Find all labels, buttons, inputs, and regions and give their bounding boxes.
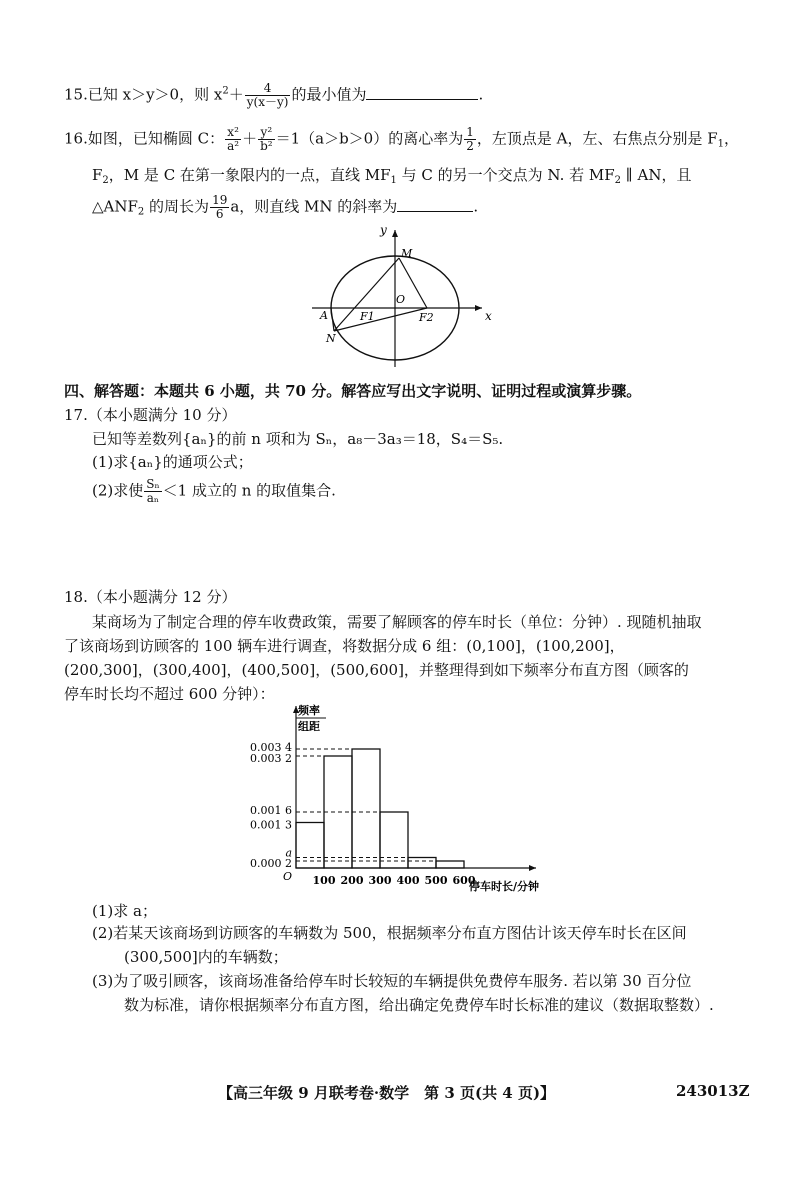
q15-end: . <box>478 85 484 104</box>
q16-line2-c: 与 C 的另一个交点为 N. 若 MF <box>396 166 615 184</box>
q16-line3-c: a，则直线 MN 的斜率为 <box>230 197 398 216</box>
q16-line2-b: ，M 是 C 在第一象限内的一点，直线 MF <box>108 166 391 184</box>
q16-sub2c: 2 <box>137 206 145 218</box>
q16-sub2b: 2 <box>614 175 622 186</box>
line-nf2 <box>334 308 427 331</box>
q16-line1-d: ， <box>724 129 740 148</box>
q17-part2 <box>92 478 336 505</box>
x-tick-label: 200 <box>340 874 364 887</box>
y-tick-label: 0.001 3 <box>250 818 292 832</box>
q17-part1: (1)求{aₙ}的通项公式； <box>92 453 253 471</box>
histogram-bar <box>380 812 408 868</box>
q18-stem-line1: 某商场为了制定合理的停车收费政策，需要了解顾客的停车时长（单位：分钟）. 现随机抽取 <box>92 613 702 631</box>
q15-sup: 2 <box>222 85 229 97</box>
point-n-label: N <box>326 332 336 345</box>
q16-p-num: 19 <box>212 193 228 207</box>
frequency-histogram <box>236 700 576 896</box>
q16-fx-num: x² <box>227 125 239 139</box>
line-an <box>331 308 334 331</box>
q16-line2-a: F <box>92 166 103 184</box>
q15-fraction <box>245 82 291 109</box>
x-axis-arrow-icon <box>475 305 482 311</box>
q17-stem: 已知等差数列{aₙ}的前 n 项和为 Sₙ，a₈－3a₃＝18，S₄＝S₅. <box>92 430 504 448</box>
q15-frac-den: y(x－y) <box>246 95 289 109</box>
q16-sub1b: 1 <box>390 175 397 186</box>
x-tick-label: 500 <box>424 874 448 887</box>
y-label-numerator: 频率 <box>298 704 320 717</box>
q17-frac-num: Sₙ <box>146 477 160 491</box>
question-16-line1 <box>64 126 739 153</box>
y-tick-label: 0.001 6 <box>250 804 292 817</box>
x-axis-label: x <box>485 309 492 323</box>
q16-number: 16. <box>64 129 88 148</box>
q16-line1-c: ，左顶点是 A，左、右焦点分别是 F <box>476 129 718 148</box>
q18-stem-line2: 了该商场到访顾客的 100 辆车进行调查，将数据分成 6 组：(0,100]，(100,200]， <box>64 637 625 655</box>
y-tick-label: 0.003 2 <box>250 752 292 765</box>
q18-part2-line1: (2)若某天该商场到访顾客的车辆数为 500，根据频率分布直方图估计该天停车时长在区间 <box>92 924 687 942</box>
q15-number: 15. <box>64 85 88 104</box>
q16-fy-den: b² <box>260 139 273 153</box>
q15-text-a: 已知 x＞y＞0，则 x <box>87 85 223 104</box>
q17-frac <box>144 478 161 505</box>
point-f2-label: F2 <box>419 311 434 324</box>
x-axis-title: 停车时长/分钟 <box>469 880 540 893</box>
q15-plus: ＋ <box>228 85 244 104</box>
question-15 <box>64 82 483 109</box>
q16-frac-y <box>258 126 275 153</box>
y-label-denominator: 组距 <box>298 720 320 733</box>
x-tick-label: 300 <box>368 874 392 887</box>
q17-part2-b: ＜1 成立的 n 的取值集合. <box>162 481 336 500</box>
origin-label: O <box>396 293 406 306</box>
point-m-label: M <box>401 247 413 260</box>
q15-text-b: 的最小值为 <box>291 85 367 104</box>
point-a-label: A <box>320 309 328 322</box>
q16-frac-p <box>210 194 229 221</box>
section-title: 四、解答题：本题共 6 小题，共 70 分。解答应写出文字说明、证明过程或演算步骤。 <box>64 382 642 400</box>
q16-e-den: 2 <box>466 139 474 153</box>
question-16-line2 <box>92 164 691 186</box>
q18-part3-line1: (3)为了吸引顾客，该商场准备给停车时长较短的车辆提供免费停车服务. 若以第 30 百分位 <box>92 972 692 990</box>
histogram-bar <box>436 861 464 868</box>
q15-answer-blank[interactable] <box>366 84 478 100</box>
footer-code: 243013Z <box>676 1082 750 1100</box>
q18-part2-line2: (300,500]内的车辆数； <box>124 948 288 966</box>
y-tick-label: 0.000 2 <box>250 857 292 870</box>
q16-end: . <box>473 197 479 216</box>
histogram-layer <box>250 706 536 887</box>
q16-line3-a: △ANF <box>92 197 138 216</box>
q16-line3-b: 的周长为 <box>144 197 210 216</box>
y-tick-label: a <box>285 846 292 860</box>
q16-frac-x <box>225 126 241 153</box>
chart-origin-label: O <box>283 870 293 883</box>
q17-frac-den: aₙ <box>144 491 161 505</box>
q16-plus: ＋ <box>242 129 258 148</box>
q18-header: 18.（本小题满分 12 分） <box>64 588 237 606</box>
x-tick-label: 100 <box>312 874 336 887</box>
q16-line2-d: ∥ AN，且 <box>621 166 692 184</box>
q16-p-den: 6 <box>210 207 229 221</box>
y-axis-arrow-icon <box>392 230 398 237</box>
q18-part1: (1)求 a； <box>92 902 157 920</box>
histogram-bar <box>408 858 436 869</box>
y-tick-label: 0.003 4 <box>250 741 292 754</box>
q18-stem-line3: (200,300]，(300,400]，(400,500]，(500,600]，并整理得到如下频率分布直方图（顾客的 <box>64 661 689 679</box>
q16-fx-den: a² <box>227 139 240 153</box>
q16-e-num: 1 <box>466 125 474 139</box>
x-tick-label: 400 <box>396 874 420 887</box>
q16-sub2a: 2 <box>102 175 109 186</box>
x-axis-arrow-icon <box>529 865 536 871</box>
point-f1-label: F1 <box>360 310 375 323</box>
q16-line1-b: ＝1（a＞b＞0）的离心率为 <box>275 129 464 148</box>
q16-fy-num: y² <box>260 125 273 139</box>
q17-part2-a: (2)求使 <box>92 481 144 500</box>
ellipse-figure <box>300 222 500 372</box>
footer-title: 【高三年级 9 月联考卷·数学 第 3 页(共 4 页)】 <box>218 1084 556 1102</box>
q16-line1-a: 如图，已知椭圆 C： <box>87 129 225 148</box>
q18-stem-line4: 停车时长均不超过 600 分钟）： <box>64 685 275 703</box>
y-axis-label: y <box>380 223 387 237</box>
q17-header: 17.（本小题满分 10 分） <box>64 406 237 424</box>
histogram-bar <box>352 749 380 868</box>
q16-answer-blank[interactable] <box>397 196 473 212</box>
q16-frac-e <box>464 126 476 153</box>
q16-sub1: 1 <box>717 138 725 150</box>
question-16-line3 <box>92 194 478 221</box>
q18-part3-line2: 数为标准，请你根据频率分布直方图，给出确定免费停车时长标准的建议（数据取整数）. <box>124 996 714 1014</box>
x-tick-label: 600 <box>452 874 476 887</box>
q15-frac-num: 4 <box>263 81 272 95</box>
